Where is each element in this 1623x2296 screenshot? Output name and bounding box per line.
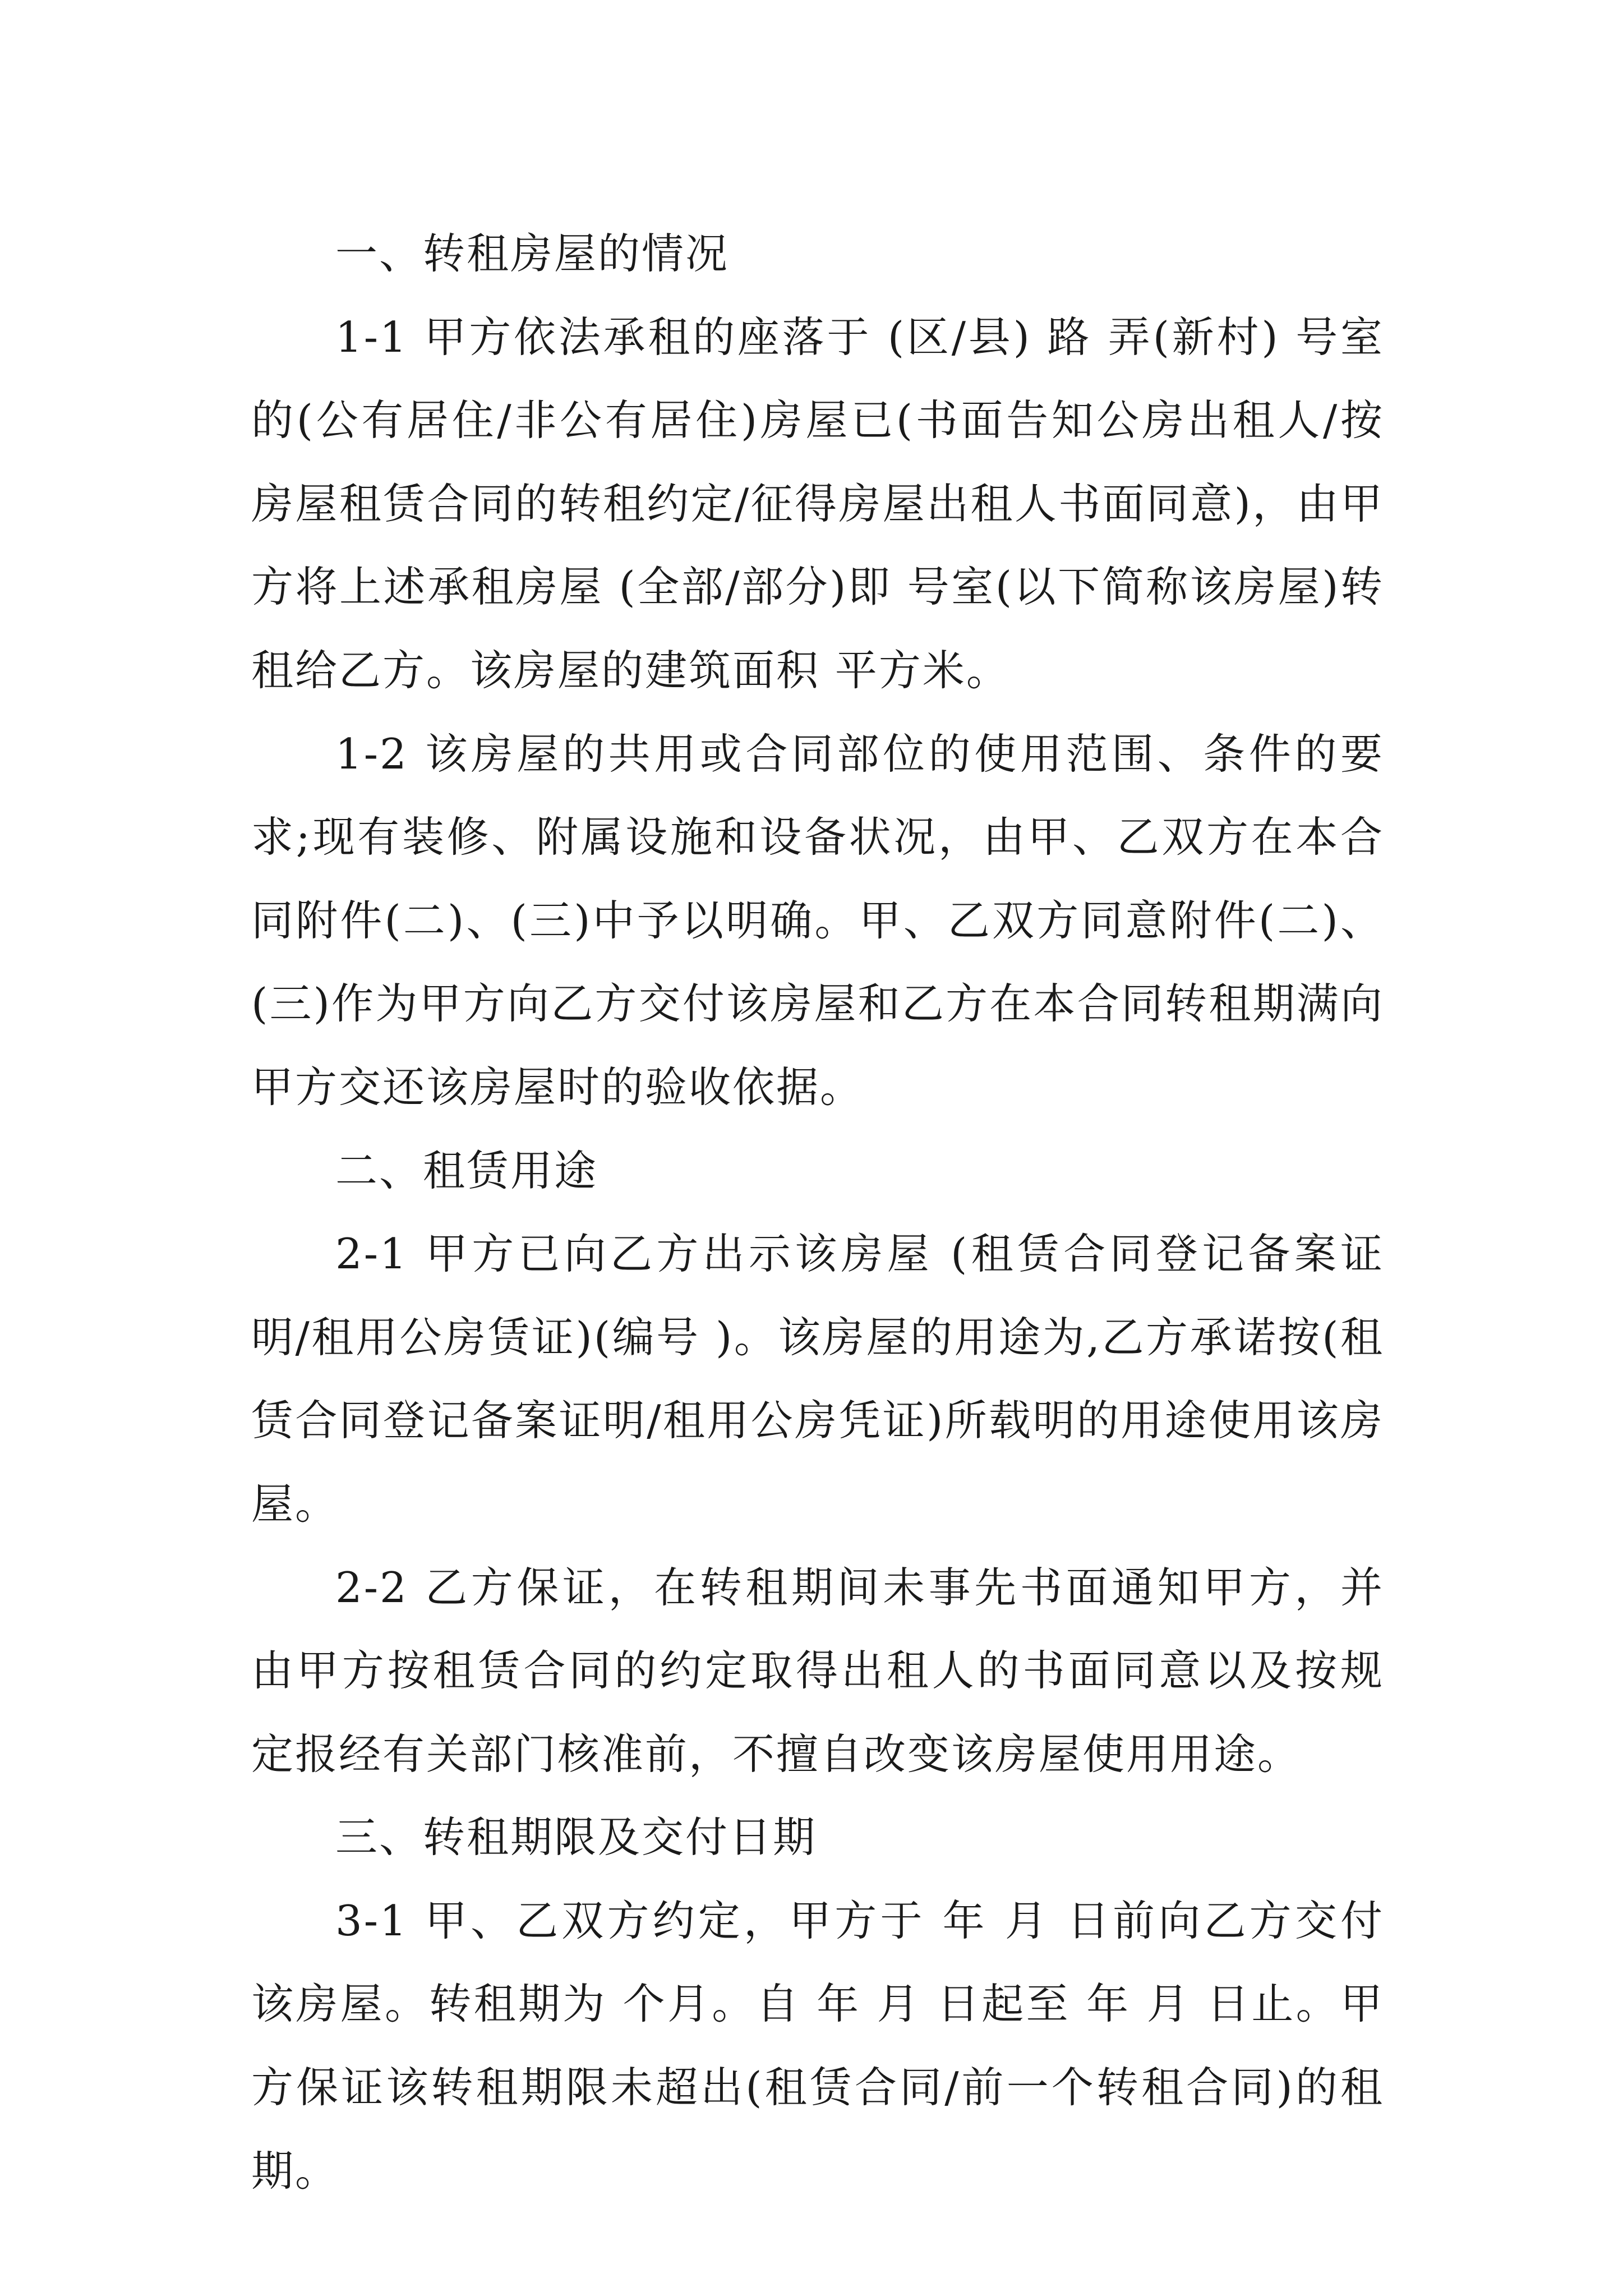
clause-1-1: 1-1 甲方依法承租的座落于 (区/县) 路 弄(新村) 号室的(公有居住/非公有居住)房屋已(书面告知公房出租人/按房屋租赁合同的转租约定/征得房屋出租人书面同意)，由甲方将上述承租房屋 (全部/部分)即 号室(以下简称该房屋)转租给乙方。该房屋的建筑面积 平方米。: [251, 312, 1384, 695]
document-body: [251, 212, 1384, 2212]
clause-1-2: 1-2 该房屋的共用或合同部位的使用范围、条件的要求;现有装修、附属设施和设备状况，由甲、乙双方在本合同附件(二)、(三)中予以明确。甲、乙双方同意附件(二)、(三)作为甲方向乙方交付该房屋和乙方在本合同转租期满向甲方交还该房屋时的验收依据。: [251, 729, 1385, 1112]
clause-3-1: 3-1 甲、乙双方约定，甲方于 年 月 日前向乙方交付该房屋。转租期为 个月。自 年 月 日起至 年 月 日止。甲方保证该转租期限未超出(租赁合同/前一个转租合同)的租期。: [251, 1895, 1384, 2196]
section-heading-1: 一、转租房屋的情况: [335, 229, 730, 278]
section-heading-3: 三、转租期限及交付日期: [335, 1812, 817, 1862]
clause-2-1: 2-1 甲方已向乙方出示该房屋 (租赁合同登记备案证明/租用公房赁证)(编号 )。该房屋的用途为,乙方承诺按(租赁合同登记备案证明/租用公房凭证)所载明的用途使用该房屋。: [251, 1229, 1384, 1529]
section-heading-2: 二、租赁用途: [335, 1145, 598, 1195]
clause-2-2: 2-2 乙方保证，在转租期间未事先书面通知甲方，并由甲方按租赁合同的约定取得出租人的书面同意以及按规定报经有关部门核准前，不擅自改变该房屋使用用途。: [251, 1562, 1384, 1779]
